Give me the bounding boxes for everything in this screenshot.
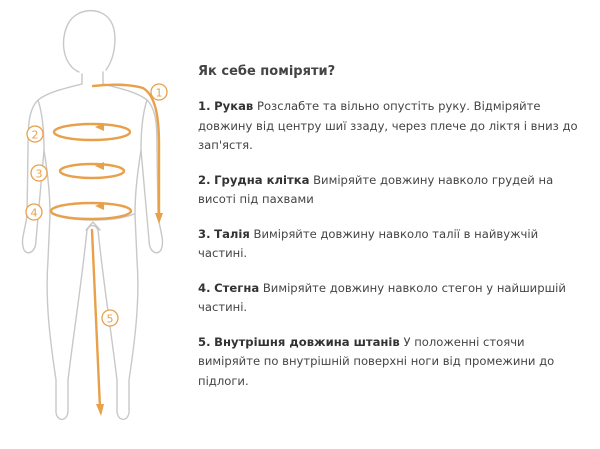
item-number: 4. — [198, 280, 211, 295]
instruction-sleeve — [198, 97, 578, 156]
item-number: 3. — [198, 226, 211, 241]
item-description: Розслабте та вільно опустіть руку. Відміряйте довжину від центру шиї ззаду, через плече до ліктя і вниз до зап'ястя. — [198, 99, 578, 152]
item-description: Виміряйте довжину навколо стегон у найширшій частині. — [198, 280, 566, 314]
item-description: Виміряйте довжину навколо грудей на висоті під пахвами — [198, 172, 554, 206]
item-name: Грудна клітка — [214, 172, 310, 187]
item-number: 1. — [198, 99, 211, 113]
page-title: Як себе поміряти? — [198, 64, 336, 79]
item-name: Стегна — [214, 280, 260, 295]
body-outline — [22, 11, 162, 420]
instruction-hips — [198, 279, 578, 318]
item-number: 5. — [198, 334, 211, 349]
measurement-lines — [51, 85, 163, 416]
body-measurement-figure — [0, 0, 190, 449]
instruction-chest — [198, 171, 578, 210]
item-name: Внутрішня довжина штанів — [214, 334, 400, 349]
marker-2 — [27, 126, 43, 142]
marker-1-label: 1 — [155, 86, 163, 100]
item-number: 2. — [198, 172, 211, 187]
item-name: Талія — [214, 226, 250, 241]
instruction-inseam — [198, 333, 578, 392]
item-name: Рукав — [214, 99, 254, 113]
marker-2-label: 2 — [31, 128, 39, 142]
marker-3-label: 3 — [35, 167, 43, 181]
item-description: У положенні стоячи виміряйте по внутрішній поверхні ноги від промежини до підлоги. — [198, 334, 555, 388]
marker-1 — [151, 84, 167, 100]
marker-5-label: 5 — [106, 312, 114, 326]
instructions-panel — [198, 64, 578, 406]
item-description: Виміряйте довжину навколо талії в найвужчій частині. — [198, 226, 539, 260]
marker-5 — [102, 310, 118, 326]
marker-4-label: 4 — [30, 206, 38, 220]
marker-3 — [31, 165, 47, 181]
marker-4 — [26, 204, 42, 220]
instruction-waist — [198, 225, 578, 264]
